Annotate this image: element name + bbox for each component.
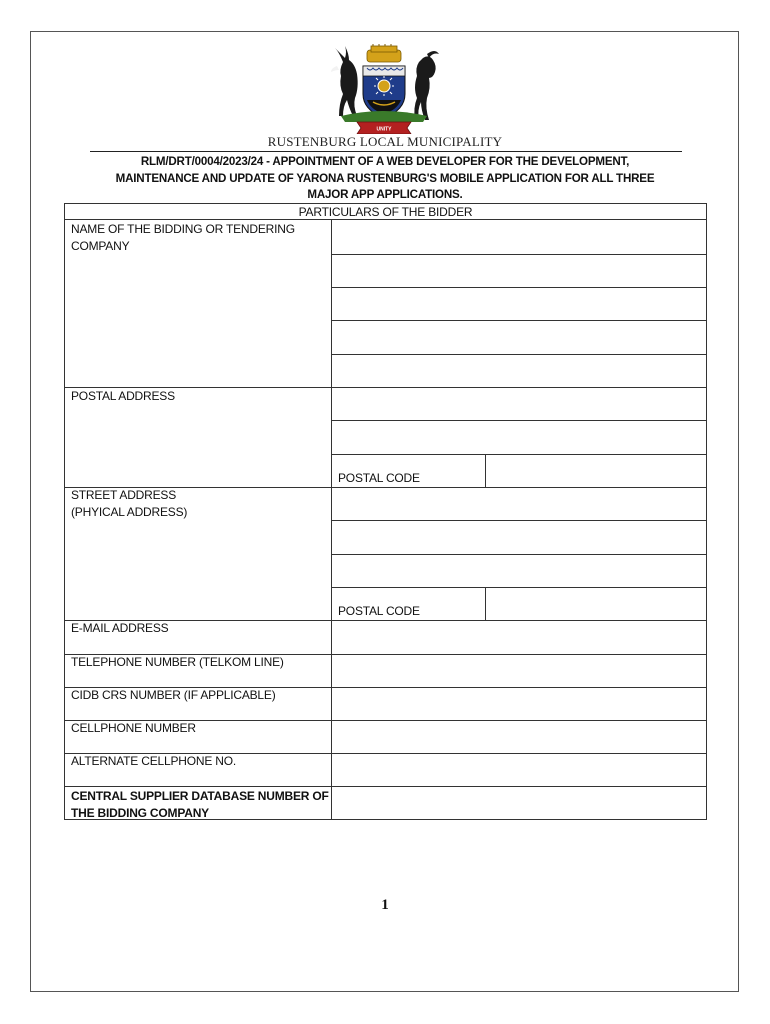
page-number: 1: [381, 897, 389, 913]
tender-title-line: MAINTENANCE AND UPDATE OF YARONA RUSTENBURG'S MOBILE APPLICATION FOR ALL THREE: [115, 171, 655, 185]
tender-title-line: RLM/DRT/0004/2023/24 - APPOINTMENT OF A WEB DEVELOPER FOR THE DEVELOPMENT,: [140, 155, 630, 168]
email-label: E-MAIL ADDRESS: [71, 621, 169, 635]
street-address-label: [71, 487, 187, 521]
cellphone-label: CELLPHONE NUMBER: [71, 721, 196, 735]
csd-number-label-line: THE BIDDING COMPANY: [71, 806, 209, 820]
company-name-label: [71, 221, 295, 255]
company-name-label-line: NAME OF THE BIDDING OR TENDERING: [71, 222, 295, 236]
postal-code-label: POSTAL CODE: [338, 471, 420, 485]
email-field[interactable]: [332, 621, 706, 654]
cidb-number-label: CIDB CRS NUMBER (IF APPLICABLE): [71, 688, 276, 702]
cellphone-field[interactable]: [332, 721, 706, 753]
street-address-field-2[interactable]: [332, 521, 706, 554]
street-address-label-line: STREET ADDRESS: [71, 488, 177, 502]
company-name-field-1[interactable]: [332, 220, 706, 254]
csd-number-label-line: CENTRAL SUPPLIER DATABASE NUMBER OF: [71, 789, 329, 803]
header-divider: [90, 151, 682, 152]
street-postal-code-label: POSTAL CODE: [338, 604, 420, 618]
postal-address-field-2[interactable]: [332, 421, 706, 454]
street-address-field-1[interactable]: [332, 488, 706, 520]
telephone-field[interactable]: [332, 655, 706, 687]
company-name-field-3[interactable]: [332, 288, 706, 320]
emblem-motto: UNITY: [376, 126, 392, 133]
postal-address-label: POSTAL ADDRESS: [71, 389, 175, 403]
company-name-field-4[interactable]: [332, 321, 706, 354]
alternate-cellphone-label: ALTERNATE CELLPHONE NO.: [71, 754, 236, 768]
street-address-label-line: (PHYICAL ADDRESS): [71, 505, 188, 519]
company-name-label-line: COMPANY: [71, 239, 130, 253]
tender-title: [95, 154, 675, 204]
street-postal-code-field[interactable]: [486, 588, 706, 620]
csd-number-field[interactable]: [332, 787, 706, 819]
municipality-name: RUSTENBURG LOCAL MUNICIPALITY: [267, 134, 503, 149]
street-address-field-3[interactable]: [332, 555, 706, 587]
cidb-number-field[interactable]: [332, 688, 706, 720]
telephone-label: TELEPHONE NUMBER (TELKOM LINE): [71, 655, 284, 669]
postal-address-field-1[interactable]: [332, 388, 706, 420]
table-heading: PARTICULARS OF THE BIDDER: [298, 205, 473, 219]
bidder-particulars-table: [64, 203, 707, 820]
tender-title-line: MAJOR APP APPLICATIONS.: [307, 188, 463, 201]
municipal-coat-of-arms: [323, 44, 445, 134]
csd-number-label: [71, 788, 329, 822]
postal-code-field[interactable]: [486, 455, 706, 487]
company-name-field-5[interactable]: [332, 355, 706, 387]
company-name-field-2[interactable]: [332, 255, 706, 287]
alternate-cellphone-field[interactable]: [332, 754, 706, 786]
